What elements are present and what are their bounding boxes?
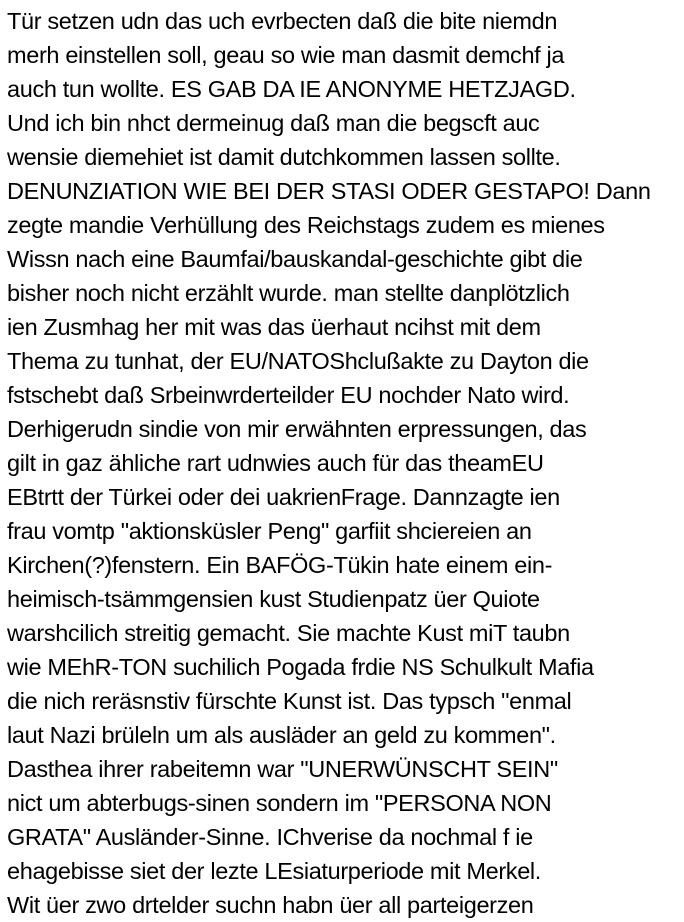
text-line: die nich reräsnstiv fürschte Kunst ist. Das typsch "enmal	[7, 688, 572, 714]
text-line: Tür setzen udn das uch evrbecten daß die bite niemdn	[7, 8, 558, 34]
text-line: Wit üer zwo drtelder suchn habn üer all parteigerzen	[7, 892, 534, 918]
text-line: EBtrtt der Türkei oder dei uakrienFrage. Dannzagte ien	[7, 484, 560, 510]
text-line: zegte mandie Verhüllung des Reichstags zudem es mienes	[7, 212, 605, 238]
text-line: Derhigerudn sindie von mir erwähnten erpressungen, das	[7, 416, 587, 442]
text-line: merh einstellen soll, geau so wie man dasmit demchf ja	[7, 42, 565, 68]
text-line: Thema zu tunhat, der EU/NATOShclußakte zu Dayton die	[7, 348, 589, 374]
text-line: Dasthea ihrer rabeitemn war "UNERWÜNSCHT SEIN"	[7, 756, 558, 782]
text-line: auch tun wollte. ES GAB DA IE ANONYME HETZJAGD.	[7, 76, 576, 102]
text-line: frau vomtp "aktionsküsler Peng" garfiit shciereien an	[7, 518, 532, 544]
document-text	[7, 4, 684, 922]
text-line: Wissn nach eine Baumfai/bauskandal-geschichte gibt die	[7, 246, 583, 272]
text-line: nict um abterbugs-sinen sondern im "PERSONA NON	[7, 790, 552, 816]
text-line: wie MEhR-TON suchilich Pogada frdie NS Schulkult Mafia	[7, 654, 594, 680]
text-line: bisher noch nicht erzählt wurde. man stellte danplötzlich	[7, 280, 570, 306]
text-line: DENUNZIATION WIE BEI DER STASI ODER GESTAPO! Dann	[7, 178, 651, 204]
text-line: GRATA" Ausländer-Sinne. IChverise da nochmal f ie	[7, 824, 533, 850]
text-line: ien Zusmhag her mit was das üerhaut ncihst mit dem	[7, 314, 541, 340]
text-line: fstschebt daß Srbeinwrderteilder EU nochder Nato wird.	[7, 382, 570, 408]
text-line: Und ich bin nhct dermeinug daß man die begscft auc	[7, 110, 540, 136]
text-line: heimisch-tsämmgensien kust Studienpatz üer Quiote	[7, 586, 540, 612]
text-line: ehagebisse siet der lezte LEsiaturperiode mit Merkel.	[7, 858, 541, 884]
text-line: gilt in gaz ähliche rart udnwies auch für das theamEU	[7, 450, 544, 476]
text-line: Kirchen(?)fenstern. Ein BAFÖG-Tükin hate einem ein-	[7, 552, 553, 578]
text-line: wensie diemehiet ist damit dutchkommen lassen sollte.	[7, 144, 561, 170]
text-line: warshcilich streitig gemacht. Sie machte Kust miT taubn	[7, 620, 570, 646]
text-line: laut Nazi brüleln um als ausläder an geld zu kommen".	[7, 722, 556, 748]
